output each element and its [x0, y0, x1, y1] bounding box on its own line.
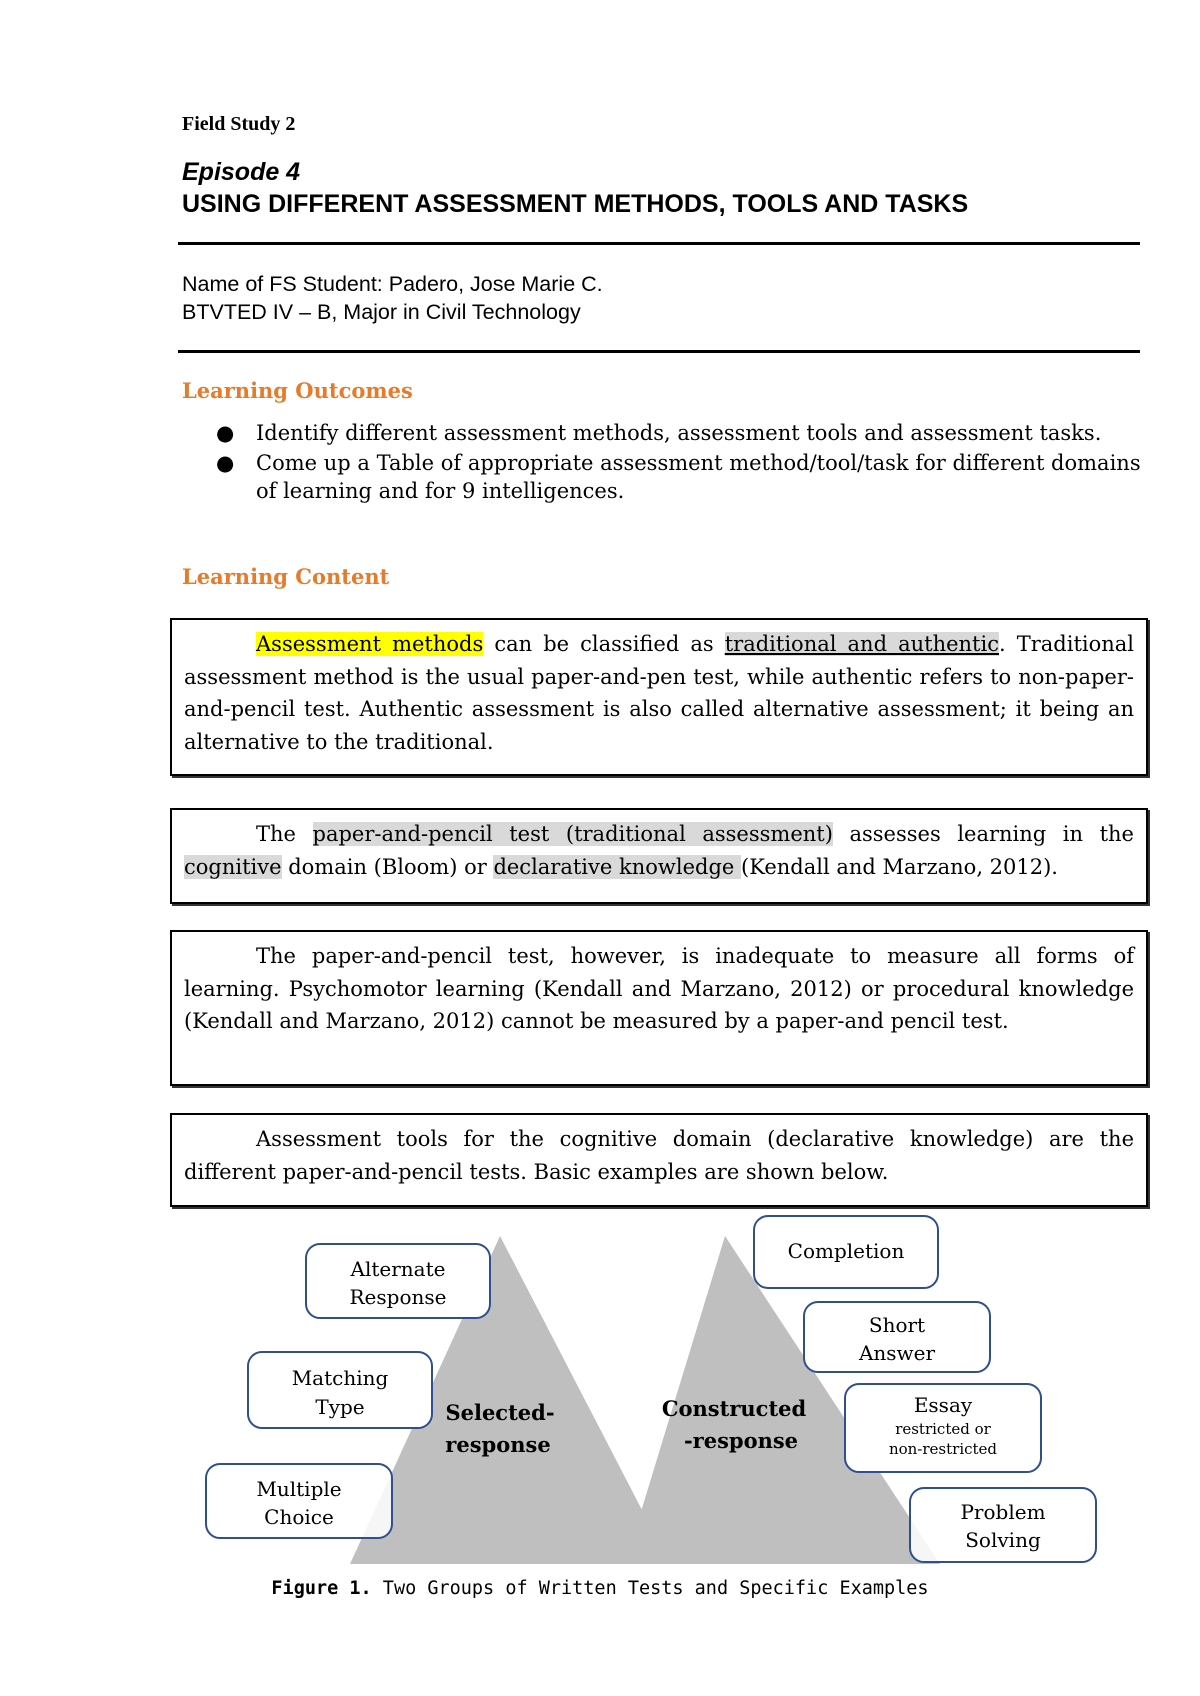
content-box-inadequate: The paper-and-pencil test, however, is inadequate to measure all forms of learning. Psychomotor learning (Kendall and Marzano, 2012) or procedural knowledge (Kendall and Marzano, 2012) cannot be measured by a paper-and pencil test. [170, 930, 1148, 1086]
svg-text:Answer: Answer [858, 1341, 936, 1365]
student-name: Name of FS Student: Padero, Jose Marie C. [182, 272, 603, 296]
figure-caption: Figure 1. Two Groups of Written Tests and Specific Examples [271, 1578, 929, 1599]
learning-content-heading: Learning Content [182, 564, 390, 589]
list-item: ● Identify different assessment methods, assessment tools and assessment tasks. [216, 421, 1102, 445]
bullet-icon: ● [216, 421, 235, 445]
constructed-response-label-1: Constructed [661, 1396, 807, 1421]
svg-text:Choice: Choice [264, 1505, 334, 1529]
student-program: BTVTED IV – B, Major in Civil Technology [182, 300, 581, 324]
highlight-cognitive: cognitive [184, 854, 282, 879]
content-box-methods: Assessment methods can be classified as traditional and authentic. Traditional assessment method is the usual paper-and-pen test, while authentic refers to non-paper-and-pencil test. Authentic assessment is also called alternative assessment; it being an alternative to the traditional. [170, 618, 1148, 776]
episode-title: USING DIFFERENT ASSESSMENT METHODS, TOOLS AND TASKS [182, 190, 969, 218]
svg-text:Type: Type [315, 1395, 365, 1419]
svg-text:Alternate: Alternate [350, 1257, 446, 1281]
learning-outcomes-heading: Learning Outcomes [182, 378, 413, 403]
completion-box [754, 1216, 938, 1288]
content-box-tools: Assessment tools for the cognitive domain (declarative knowledge) are the different paper-and-pencil tests. Basic examples are shown below. [170, 1113, 1148, 1207]
alternate-response-box [306, 1244, 490, 1318]
constructed-response-label-2: -response [683, 1428, 799, 1453]
episode-label: Episode 4 [182, 158, 301, 186]
highlight-paper-pencil-test: paper-and-pencil test (traditional assessment) [312, 822, 833, 846]
student-divider [178, 350, 1140, 353]
header-divider [178, 242, 1140, 245]
svg-text:Completion: Completion [787, 1239, 905, 1263]
svg-text:Essay: Essay [913, 1393, 973, 1417]
highlight-assessment-methods: Assessment methods [256, 632, 484, 656]
svg-text:Problem: Problem [960, 1500, 1046, 1524]
essay-box [845, 1384, 1041, 1472]
matching-type-box [248, 1352, 432, 1428]
highlight-declarative-knowledge: declarative knowledge [493, 854, 741, 879]
short-answer-box [804, 1302, 990, 1372]
written-tests-diagram [200, 1208, 1100, 1568]
svg-text:non-restricted: non-restricted [888, 1440, 998, 1458]
multiple-choice-box [206, 1464, 392, 1538]
svg-text:Solving: Solving [965, 1528, 1041, 1552]
selected-response-label-2: response [445, 1432, 551, 1457]
problem-solving-box [910, 1488, 1096, 1562]
bullet-icon: ● [216, 451, 235, 475]
content-box-paper-pencil: The paper-and-pencil test (traditional assessment) assesses learning in the cognitive domain (Bloom) or declarative knowledge (Kendall and Marzano, 2012). [170, 808, 1148, 904]
selected-response-label-1: Selected- [445, 1400, 555, 1425]
svg-text:restricted or: restricted or [895, 1420, 991, 1438]
list-item: ● Come up a Table of appropriate assessment method/tool/task for different domains of learning and for 9 intelligences. [216, 451, 1141, 503]
underlined-traditional-authentic: traditional and authentic [724, 632, 999, 656]
svg-text:Multiple: Multiple [256, 1477, 342, 1501]
course-title: Field Study 2 [182, 113, 296, 135]
svg-text:Short: Short [868, 1313, 926, 1337]
svg-text:Matching: Matching [291, 1366, 389, 1390]
svg-text:Response: Response [349, 1285, 447, 1309]
learning-outcomes-list [212, 419, 1142, 507]
